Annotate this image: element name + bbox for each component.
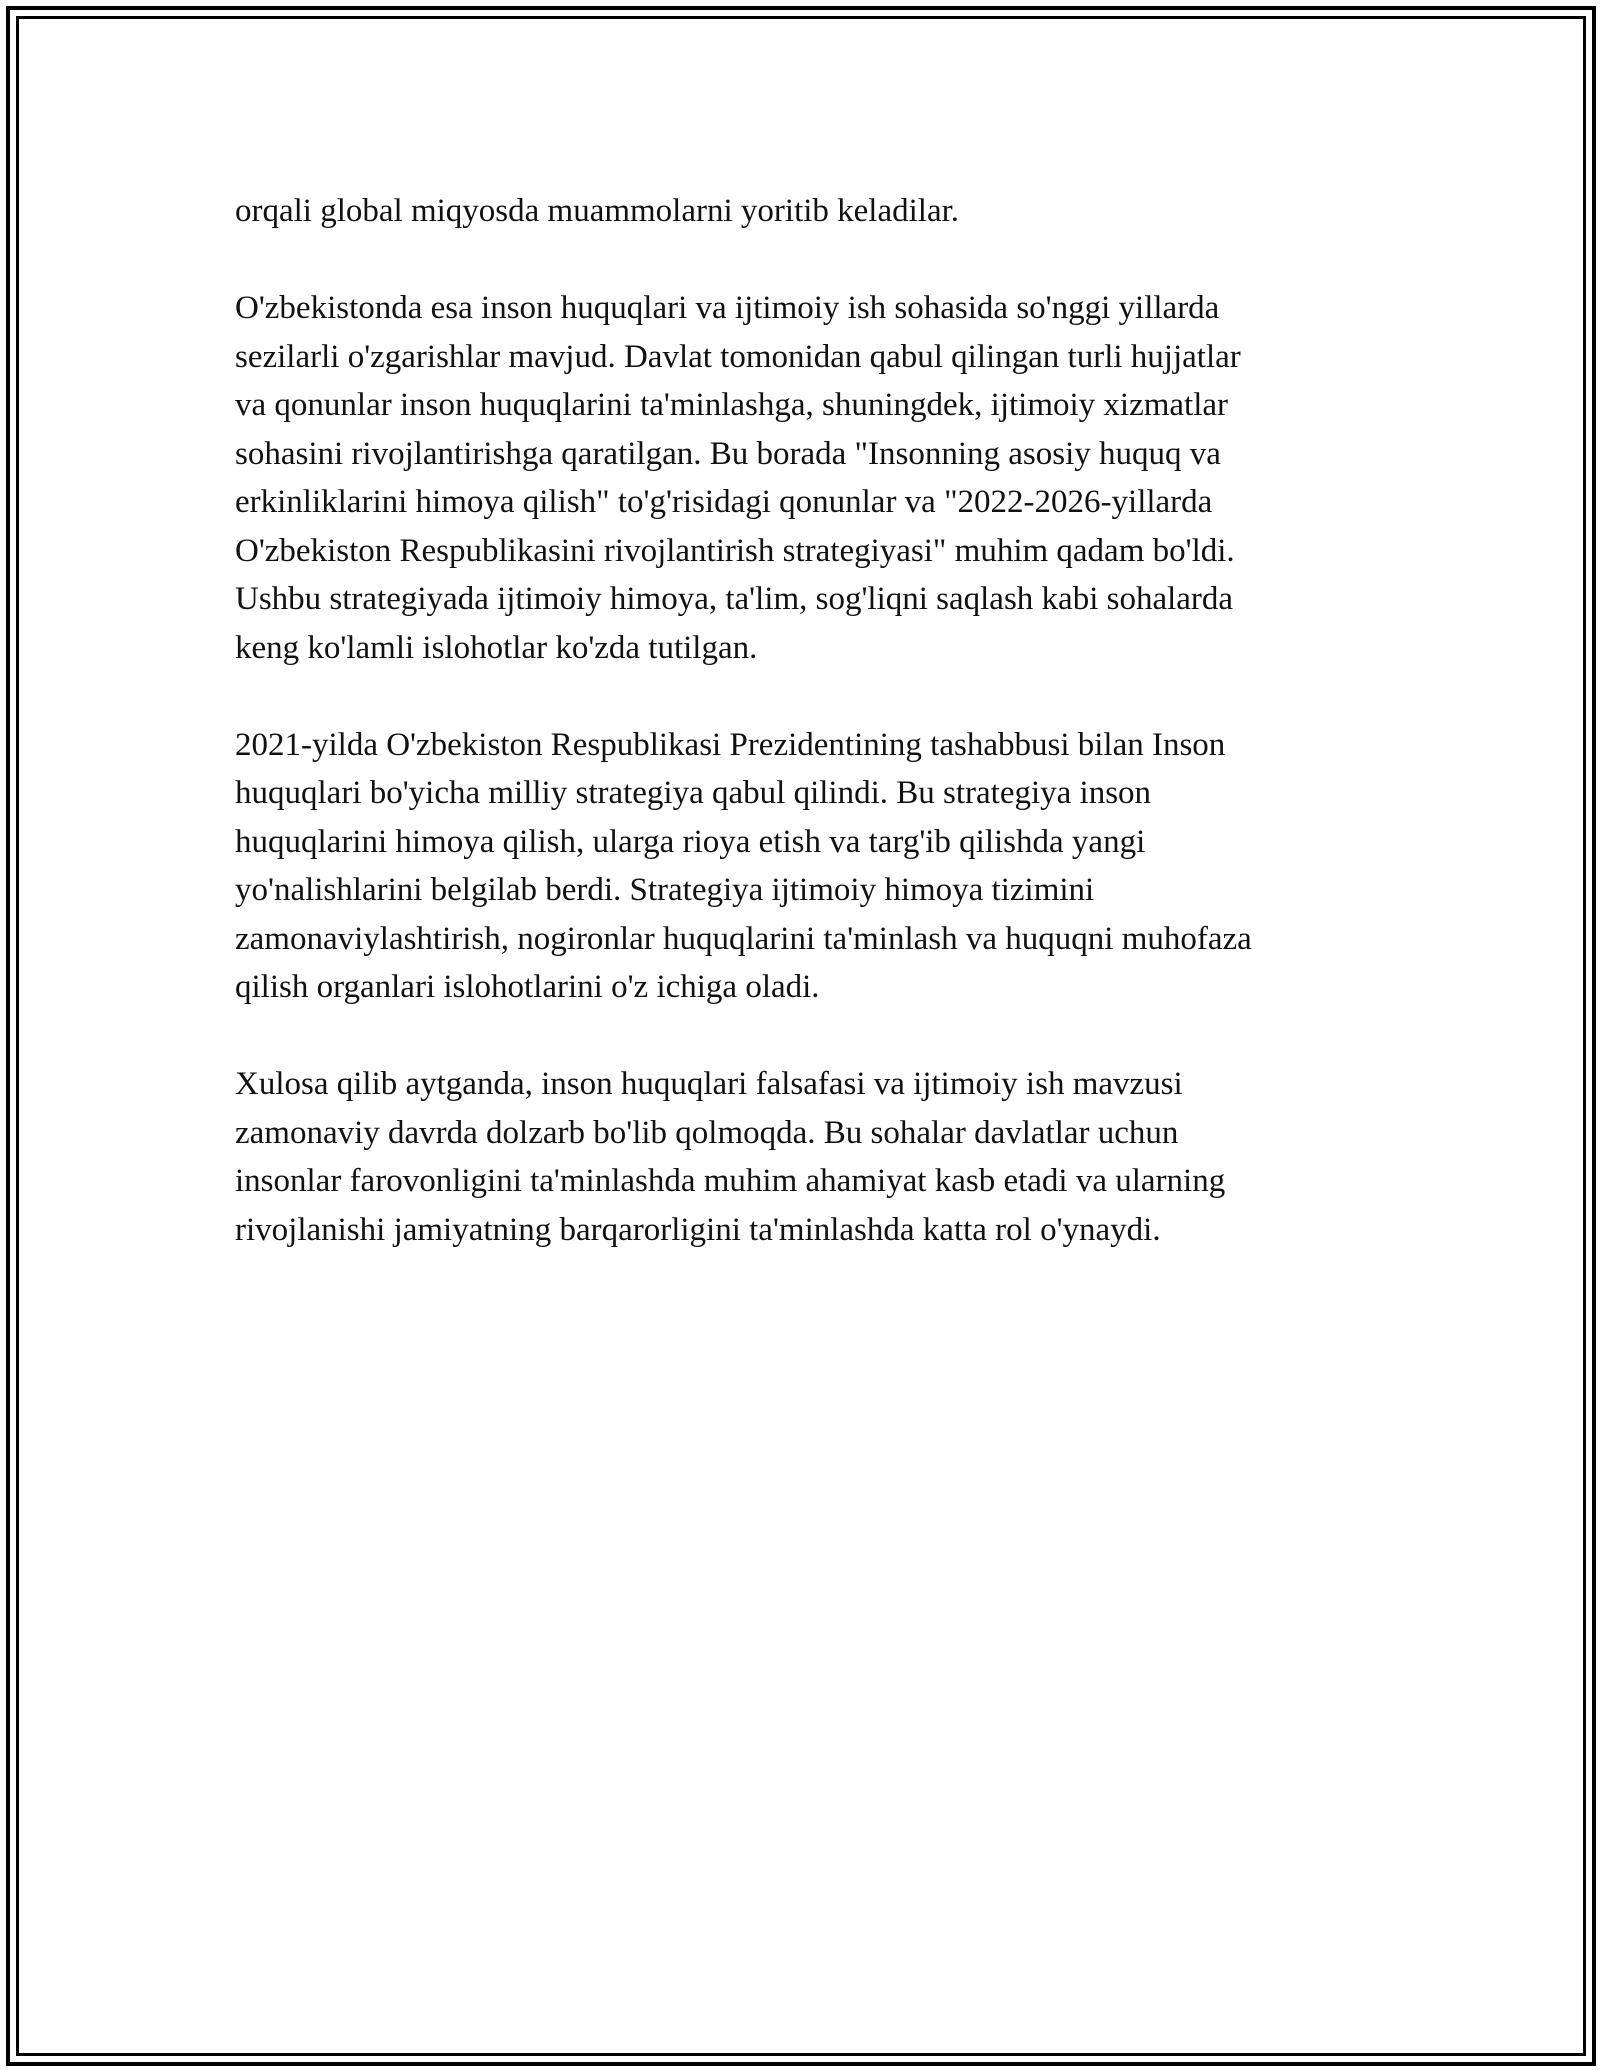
text-line: huquqlari bo'yicha milliy strategiya qabul qilindi. Bu strategiya inson <box>235 775 1152 811</box>
text-line: keng ko'lamli islohotlar ko'zda tutilgan. <box>235 629 758 666</box>
text-line: Xulosa qilib aytganda, inson huquqlari falsafasi va ijtimoiy ish mavzusi <box>235 1066 1183 1102</box>
text-line: sezilarli o'zgarishlar mavjud. Davlat tomonidan qabul qilingan turli hujjatlar <box>235 338 1241 375</box>
paragraph-4 <box>235 1060 1415 1254</box>
text-line: Ushbu strategiyada ijtimoiy himoya, ta'lim, sog'liqni saqlash kabi sohalarda <box>235 581 1234 617</box>
text-line: yo'nalishlarini belgilab berdi. Strategiya ijtimoiy himoya tizimini <box>235 872 1095 908</box>
paragraph-1 <box>235 187 1415 236</box>
paragraph-3 <box>235 721 1415 1012</box>
text-line: zamonaviy davrda dolzarb bo'lib qolmoqda. Bu sohalar davlatlar uchun <box>235 1114 1179 1151</box>
text-line: va qonunlar inson huquqlarini ta'minlashga, shuningdek, ijtimoiy xizmatlar <box>235 387 1229 423</box>
text-line: rivojlanishi jamiyatning barqarorligini ta'minlashda katta rol o'ynaydi. <box>235 1211 1161 1248</box>
text-line: 2021-yilda O'zbekiston Respublikasi Prezidentining tashabbusi bilan Inson <box>235 726 1226 763</box>
text-line: sohasini rivojlantirishga qaratilgan. Bu borada "Insonning asosiy huquq va <box>235 435 1221 472</box>
text-line: orqali global miqyosda muammolarni yoritib keladilar. <box>235 193 960 229</box>
text-line: O'zbekistonda esa inson huquqlari va ijtimoiy ish sohasida so'nggi yillarda <box>235 290 1220 326</box>
text-line: qilish organlari islohotlarini o'z ichiga oladi. <box>235 969 820 1005</box>
text-line: insonlar farovonligini ta'minlashda muhim ahamiyat kasb etadi va ularning <box>235 1163 1226 1199</box>
paragraph-2 <box>235 284 1415 672</box>
text-line: O'zbekiston Respublikasini rivojlantirish strategiyasi" muhim qadam bo'ldi. <box>235 532 1235 569</box>
text-line: zamonaviylashtirish, nogironlar huquqlarini ta'minlash va huquqni muhofaza <box>235 920 1252 957</box>
text-line: huquqlarini himoya qilish, ularga rioya etish va targ'ib qilishda yangi <box>235 823 1146 860</box>
document-body <box>235 187 1415 1303</box>
text-line: erkinliklarini himoya qilish" to'g'risidagi qonunlar va "2022-2026-yillarda <box>235 484 1213 520</box>
